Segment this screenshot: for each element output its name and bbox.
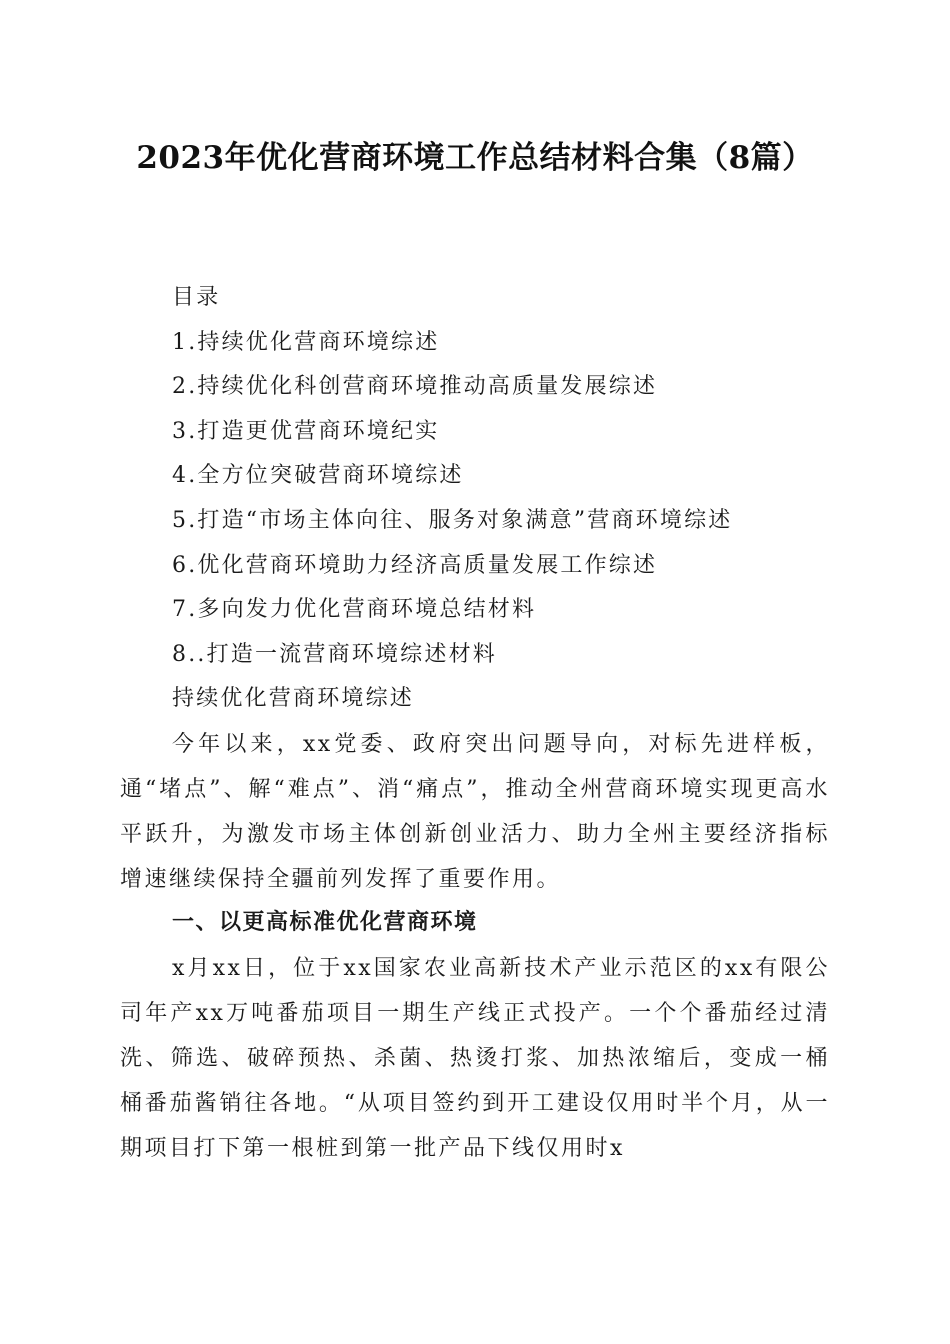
toc-item[interactable]: 1.持续优化营商环境综述 xyxy=(172,329,440,355)
body-paragraph-2-block xyxy=(120,946,830,1171)
section-heading: 一、以更高标准优化营商环境 xyxy=(172,910,478,935)
body-paragraph-1-block xyxy=(120,722,830,902)
toc-item[interactable]: 3.打造更优营商环境纪实 xyxy=(172,418,440,444)
body-paragraph: 今年以来，xx党委、政府突出问题导向，对标先进样板，通“堵点”、解“难点”、消“痛点”，推动全州营商环境实现更高水平跃升，为激发市场主体创新创业活力、助力全州主要经济指标增速继续保持全疆前列发挥了重要作用。 xyxy=(120,732,830,892)
toc-label: 目录 xyxy=(172,285,221,310)
toc-item[interactable]: 5.打造“市场主体向往、服务对象满意”营商环境综述 xyxy=(172,507,733,533)
section-title: 持续优化营商环境综述 xyxy=(172,686,415,712)
body-paragraph: x月xx日，位于xx国家农业高新技术产业示范区的xx有限公司年产xx万吨番茄项目一期生产线正式投产。一个个番茄经过清洗、筛选、破碎预热、杀菌、热烫打浆、加热浓缩后，变成一桶桶番茄酱销往各地。“从项目签约到开工建设仅用时半个月，从一期项目打下第一根桩到第一批产品下线仅用时x xyxy=(120,956,830,1161)
toc-item[interactable]: 4.全方位突破营商环境综述 xyxy=(172,463,464,489)
document-title: 2023年优化营商环境工作总结材料合集（8篇） xyxy=(136,140,814,176)
toc-item[interactable]: 8..打造一流营商环境综述材料 xyxy=(172,641,497,667)
table-of-contents xyxy=(172,276,852,722)
toc-item[interactable]: 7.多向发力优化营商环境总结材料 xyxy=(172,597,537,623)
toc-item[interactable]: 2.持续优化科创营商环境推动高质量发展综述 xyxy=(172,374,658,400)
toc-item[interactable]: 6.优化营商环境助力经济高质量发展工作综述 xyxy=(172,552,658,578)
